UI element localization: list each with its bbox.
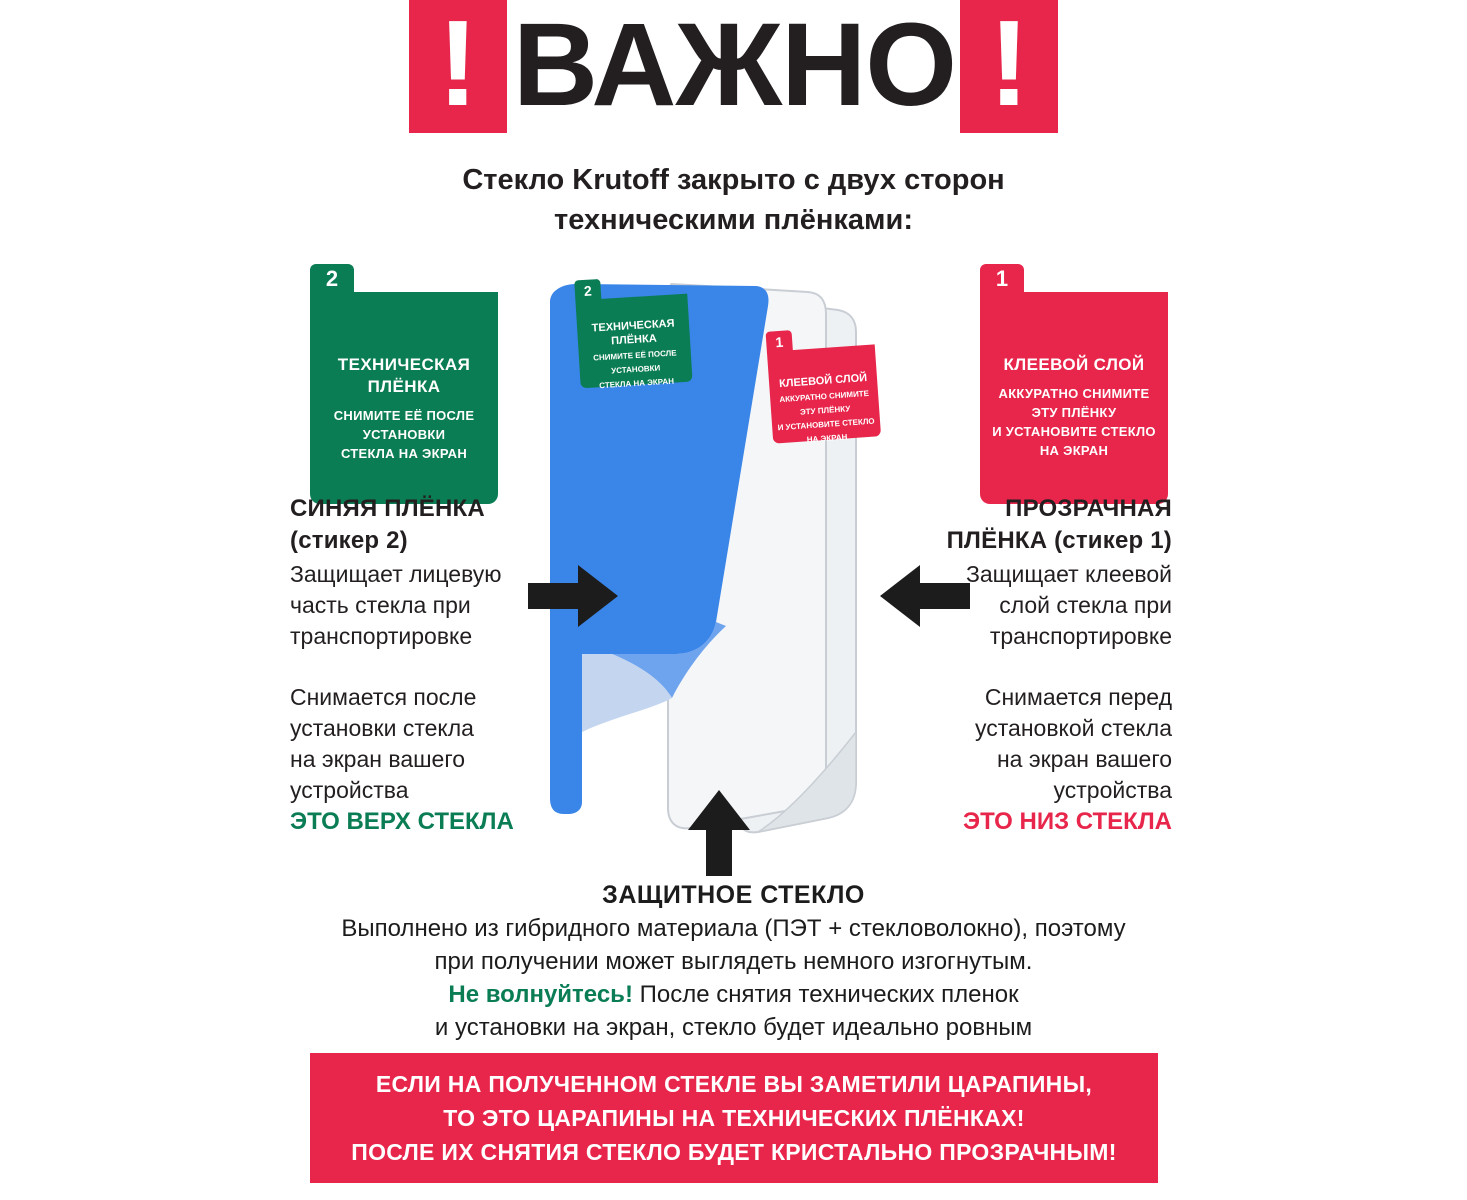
left-caption-title: [290, 493, 522, 557]
bottom-line-4: и установки на экран, стекло будет идеально ровным: [434, 1014, 1033, 1041]
mini-red-sub-4: НА ЭКРАН: [806, 432, 848, 445]
left-caption-body2-1: Снимается после: [290, 684, 477, 710]
bottom-line-1: Выполнено из гибридного материала (ПЭТ + стекловолокно), поэтому: [341, 915, 1126, 942]
right-caption-body-3: транспортировке: [989, 623, 1172, 649]
header-banner: [0, 0, 1467, 133]
green-card-subtext: [310, 406, 498, 463]
right-caption-title-2: ПЛЁНКА (стикер 1): [946, 527, 1172, 554]
arrow-up-icon: [688, 790, 750, 881]
green-card-sub-3: СТЕКЛА НА ЭКРАН: [340, 446, 468, 461]
subtitle-line-1: Стекло Krutoff закрыто с двух сторон: [462, 164, 1005, 196]
red-card-sub-1: АККУРАТНО СНИМИТЕ: [998, 386, 1150, 401]
subtitle-line-2: техническими плёнками:: [554, 204, 913, 236]
mini-red-title: КЛЕЕВОЙ СЛОЙ: [778, 371, 868, 391]
right-caption-title-1: ПРОЗРАЧНАЯ: [1005, 495, 1172, 522]
mini-red-sub-2: ЭТУ ПЛЁНКУ: [799, 404, 851, 417]
arrow-right-icon: [528, 565, 618, 632]
red-sticker-card: [980, 266, 1168, 504]
mini-red-badge: 1: [766, 330, 793, 354]
green-card-title-text: ТЕХНИЧЕСКАЯ ПЛЁНКА: [337, 355, 471, 396]
right-caption-body-1: Защищает клеевой: [965, 561, 1172, 587]
banner-line-3: ПОСЛЕ ИХ СНЯТИЯ СТЕКЛО БУДЕТ КРИСТАЛЬНО ПРОЗРАЧНЫМ!: [351, 1139, 1117, 1165]
red-card-sub-3: И УСТАНОВИТЕ СТЕКЛО: [992, 424, 1156, 439]
right-caption-body2-2: установкой стекла: [975, 715, 1172, 741]
banner-line-1: ЕСЛИ НА ПОЛУЧЕННОМ СТЕКЛЕ ВЫ ЗАМЕТИЛИ ЦАРАПИНЫ,: [375, 1071, 1093, 1097]
bottom-line-2: при получении может выглядеть немного изгогнутым.: [434, 948, 1033, 975]
subtitle: [0, 160, 1467, 240]
mini-green-sub-1: СНИМИТЕ ЕЁ ПОСЛЕ: [592, 348, 677, 363]
exclamation-left-icon: !: [409, 0, 507, 133]
bottom-line-3-bold: Не волнуйтесь!: [448, 981, 633, 1008]
left-caption-body2-2: установки стекла: [290, 715, 474, 741]
mini-green-sub-2: УСТАНОВКИ: [610, 363, 661, 376]
warning-banner: [310, 1053, 1158, 1183]
green-card-sub-2: УСТАНОВКИ: [362, 427, 446, 442]
mini-red-sticker: [767, 333, 881, 445]
left-caption-spacer: [290, 652, 522, 682]
right-caption-body2-4: устройства: [1053, 777, 1172, 803]
right-caption: [940, 493, 1172, 837]
red-card-sub-2: ЭТУ ПЛЁНКУ: [1031, 405, 1117, 420]
banner-line-2: ТО ЭТО ЦАРАПИНЫ НА ТЕХНИЧЕСКИХ ПЛЁНКАХ!: [443, 1105, 1025, 1131]
exclamation-right-icon: !: [960, 0, 1058, 133]
left-caption-body2-4: устройства: [290, 777, 409, 803]
left-caption-body-3: транспортировке: [290, 623, 473, 649]
right-caption-body-2: слой стекла при: [999, 592, 1172, 618]
red-card-title-text: КЛЕЕВОЙ СЛОЙ: [1003, 355, 1145, 374]
bottom-title: ЗАЩИТНОЕ СТЕКЛО: [602, 881, 865, 909]
red-card-subtext: [980, 384, 1168, 460]
bottom-line-3-rest: После снятия технических пленок: [632, 981, 1019, 1008]
mini-green-badge: 2: [574, 279, 601, 303]
red-card-sub-4: НА ЭКРАН: [1039, 443, 1109, 458]
right-caption-title: [940, 493, 1172, 557]
left-caption-body2-3: на экран вашего: [290, 746, 466, 772]
mini-green-sticker: [575, 282, 692, 391]
right-caption-accent: ЭТО НИЗ СТЕКЛА: [963, 808, 1172, 835]
page-title: ВАЖНО: [512, 0, 957, 131]
bottom-line-3: [0, 978, 1467, 1011]
left-caption-body-1: Защищает лицевую: [290, 561, 502, 587]
mini-green-sub-3: СТЕКЛА НА ЭКРАН: [598, 376, 675, 391]
left-caption-title-2: (стикер 2): [290, 527, 408, 554]
mini-red-sub-3: И УСТАНОВИТЕ СТЕКЛО: [777, 416, 875, 433]
left-caption: [290, 493, 522, 837]
left-caption-title-1: СИНЯЯ ПЛЁНКА: [290, 495, 485, 522]
red-sticker-badge: 1: [980, 264, 1024, 294]
right-caption-body2-3: на экран вашего: [996, 746, 1172, 772]
green-card-title: [310, 354, 498, 398]
left-caption-body-2: часть стекла при: [290, 592, 471, 618]
green-card-sub-1: СНИМИТЕ ЕЁ ПОСЛЕ: [333, 408, 475, 423]
mini-green-title-2: ПЛЁНКА: [610, 332, 658, 348]
bottom-description: [0, 878, 1467, 1044]
right-caption-body2-1: Снимается перед: [984, 684, 1172, 710]
green-sticker-badge: 2: [310, 264, 354, 294]
mini-red-sub-1: АККУРАТНО СНИМИТЕ: [779, 388, 870, 405]
mini-green-title-1: ТЕХНИЧЕСКАЯ: [591, 317, 675, 335]
left-caption-accent: ЭТО ВЕРХ СТЕКЛА: [290, 808, 514, 835]
green-sticker-card: [310, 266, 498, 504]
red-card-title: [980, 354, 1168, 376]
right-caption-spacer: [940, 652, 1172, 682]
